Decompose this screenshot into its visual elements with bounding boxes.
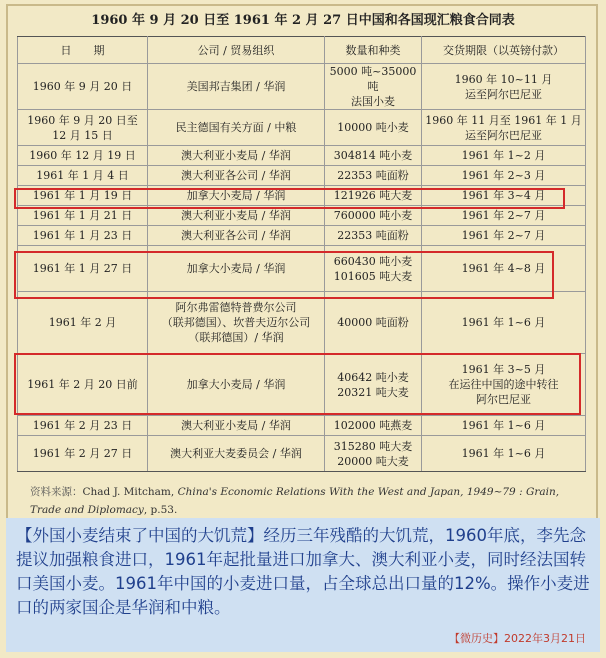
cell-line: 1961 年 2~7 月 xyxy=(461,209,546,222)
cell-line: 运至阿尔巴尼亚 xyxy=(465,128,542,142)
caption-headline: 【外国小麦结束了中国的大饥荒】 xyxy=(16,526,264,545)
cell-line: （联邦德国）/ 华润 xyxy=(188,331,284,344)
table-row xyxy=(18,64,586,110)
cell-qty xyxy=(325,436,422,472)
cell-line: 1961 年 1~2 月 xyxy=(461,149,546,162)
cell-line: 阿尔弗雷德特普费尔公司 xyxy=(175,301,297,314)
cell-date xyxy=(18,416,148,436)
cell-line: 澳大利亚小麦局 / 华润 xyxy=(181,419,291,432)
cell-line: 20321 吨大麦 xyxy=(337,385,409,399)
cell-line: 在运往中国的途中转往 xyxy=(448,378,559,391)
table-row xyxy=(18,436,586,472)
cell-line: 40000 吨面粉 xyxy=(337,316,409,329)
cell-date xyxy=(18,146,148,166)
table-row xyxy=(18,416,586,436)
cell-line: 315280 吨大麦 xyxy=(333,439,413,453)
cell-line: 20000 吨大麦 xyxy=(337,454,409,468)
table-header-row xyxy=(18,37,586,64)
cell-line: 101605 吨大麦 xyxy=(333,269,413,283)
source-publication: China's Economic Relations With the West and Japan, 1949~79 : Grain, Trade and Diplomacy xyxy=(30,486,560,516)
cell-term xyxy=(422,64,586,110)
cell-line: 1961 年 3~4 月 xyxy=(461,189,546,202)
cell-line: 1961 年 1~6 月 xyxy=(461,447,546,460)
cell-line: 加拿大小麦局 / 华润 xyxy=(186,378,286,391)
cell-term xyxy=(422,146,586,166)
source-page: , p.53. xyxy=(143,504,178,516)
cell-org xyxy=(148,64,325,110)
cell-org xyxy=(148,146,325,166)
cell-line: 1961 年 2 月 xyxy=(48,316,117,329)
caption-text xyxy=(16,524,600,620)
cell-line: 1960 年 9 月 20 日至 xyxy=(27,113,138,127)
cell-org xyxy=(148,416,325,436)
cell-term xyxy=(422,166,586,186)
cell-date xyxy=(18,292,148,354)
cell-qty xyxy=(325,292,422,354)
cell-line: 1961 年 1~6 月 xyxy=(461,316,546,329)
caption-body: 经历三年残酷的大饥荒，1960年底，李先念提议加强粮食进口，1961年起批量进口加拿大、澳大利亚小麦，同时经法国转口美国小麦。1961年中国的小麦进口量，占全球总出口量的12%。操作小麦进口的两家国企是华润和中粮。 xyxy=(16,526,590,617)
cell-line: 加拿大小麦局 / 华润 xyxy=(186,189,286,202)
cell-date xyxy=(18,166,148,186)
cell-line: 1961 年 1 月 23 日 xyxy=(32,229,133,242)
column-header-delivery: 交货期限（以英镑付款） xyxy=(422,37,586,64)
cell-line: 1961 年 2~7 月 xyxy=(461,229,546,242)
cell-qty xyxy=(325,166,422,186)
cell-line: 澳大利亚各公司 / 华润 xyxy=(181,229,291,242)
cell-line: 澳大利亚小麦局 / 华润 xyxy=(181,149,291,162)
column-header-quantity: 数量和种类 xyxy=(325,37,422,64)
cell-line: 1961 年 1 月 27 日 xyxy=(32,262,133,275)
caption-box xyxy=(6,518,600,652)
cell-line: 660430 吨小麦 xyxy=(333,254,413,268)
cell-term xyxy=(422,226,586,246)
cell-term xyxy=(422,416,586,436)
cell-qty xyxy=(325,64,422,110)
cell-line: 1961 年 1 月 21 日 xyxy=(32,209,133,222)
cell-qty xyxy=(325,110,422,146)
highlight-box-feb20 xyxy=(14,353,581,415)
cell-qty xyxy=(325,146,422,166)
table-row xyxy=(18,292,586,354)
cell-line: 5000 吨~35000 吨 xyxy=(329,65,417,93)
cell-line: 304814 吨小麦 xyxy=(333,149,413,162)
cell-date xyxy=(18,64,148,110)
cell-line: 1961 年 2 月 20 日前 xyxy=(27,378,138,391)
cell-term xyxy=(422,110,586,146)
cell-date xyxy=(18,436,148,472)
table-row xyxy=(18,146,586,166)
cell-line: 1961 年 4~8 月 xyxy=(461,262,546,275)
cell-line: 1960 年 9 月 20 日 xyxy=(32,80,133,93)
highlight-box-jan19 xyxy=(14,188,565,209)
cell-line: 澳大利亚大麦委员会 / 华润 xyxy=(170,447,302,460)
cell-term xyxy=(422,292,586,354)
cell-line: 1960 年 11 月至 1961 年 1 月 xyxy=(425,113,582,127)
cell-line: 1961 年 3~5 月 xyxy=(461,363,546,376)
cell-line: 121926 吨大麦 xyxy=(333,189,413,202)
cell-line: 760000 吨小麦 xyxy=(333,209,413,222)
cell-line: 102000 吨燕麦 xyxy=(333,419,413,432)
cell-line: 22353 吨面粉 xyxy=(337,169,409,182)
source-citation xyxy=(30,483,590,519)
cell-line: 民主德国有关方面 / 中粮 xyxy=(175,121,297,134)
cell-org xyxy=(148,226,325,246)
cell-line: 1961 年 2~3 月 xyxy=(461,169,546,182)
credit-line: 【微历史】2022年3月21日 xyxy=(449,632,586,645)
cell-line: 40642 吨小麦 xyxy=(337,370,409,384)
column-header-org: 公司 / 贸易组织 xyxy=(148,37,325,64)
cell-term xyxy=(422,436,586,472)
cell-org xyxy=(148,292,325,354)
source-label: 资料来源： xyxy=(30,486,83,498)
cell-line: 22353 吨面粉 xyxy=(337,229,409,242)
cell-org xyxy=(148,166,325,186)
cell-line: 澳大利亚各公司 / 华润 xyxy=(181,169,291,182)
cell-org xyxy=(148,436,325,472)
cell-org xyxy=(148,110,325,146)
cell-date xyxy=(18,226,148,246)
cell-line: 12 月 15 日 xyxy=(52,128,113,142)
table-row xyxy=(18,226,586,246)
cell-qty xyxy=(325,226,422,246)
cell-line: 加拿大小麦局 / 华润 xyxy=(186,262,286,275)
column-header-date: 日 期 xyxy=(18,37,148,64)
cell-qty xyxy=(325,416,422,436)
cell-line: 1961 年 2 月 27 日 xyxy=(32,447,133,460)
table-row xyxy=(18,166,586,186)
cell-line: 1960 年 12 月 19 日 xyxy=(29,149,136,162)
cell-line: 1961 年 2 月 23 日 xyxy=(32,419,133,432)
source-author: Chad J. Mitcham, xyxy=(82,486,178,498)
cell-line: （联邦德国）、坎普夫迈尔公司 xyxy=(161,316,311,329)
cell-line: 法国小麦 xyxy=(351,95,395,108)
cell-line: 澳大利亚小麦局 / 华润 xyxy=(181,209,291,222)
cell-line: 1961 年 1~6 月 xyxy=(461,419,546,432)
table-title: 1960 年 9 月 20 日至 1961 年 2 月 27 日中国和各国现汇粮食合同表 xyxy=(91,13,515,28)
table-row xyxy=(18,110,586,146)
cell-line: 10000 吨小麦 xyxy=(337,121,409,134)
cell-line: 美国邦吉集团 / 华润 xyxy=(186,80,286,93)
highlight-box-jan27 xyxy=(14,251,554,299)
cell-line: 阿尔巴尼亚 xyxy=(476,393,531,406)
cell-line: 1961 年 1 月 4 日 xyxy=(36,169,129,182)
cell-line: 1960 年 10~11 月 xyxy=(454,72,553,86)
cell-date xyxy=(18,110,148,146)
cell-line: 运至阿尔巴尼亚 xyxy=(465,87,542,101)
cell-line: 1961 年 1 月 19 日 xyxy=(32,189,133,202)
